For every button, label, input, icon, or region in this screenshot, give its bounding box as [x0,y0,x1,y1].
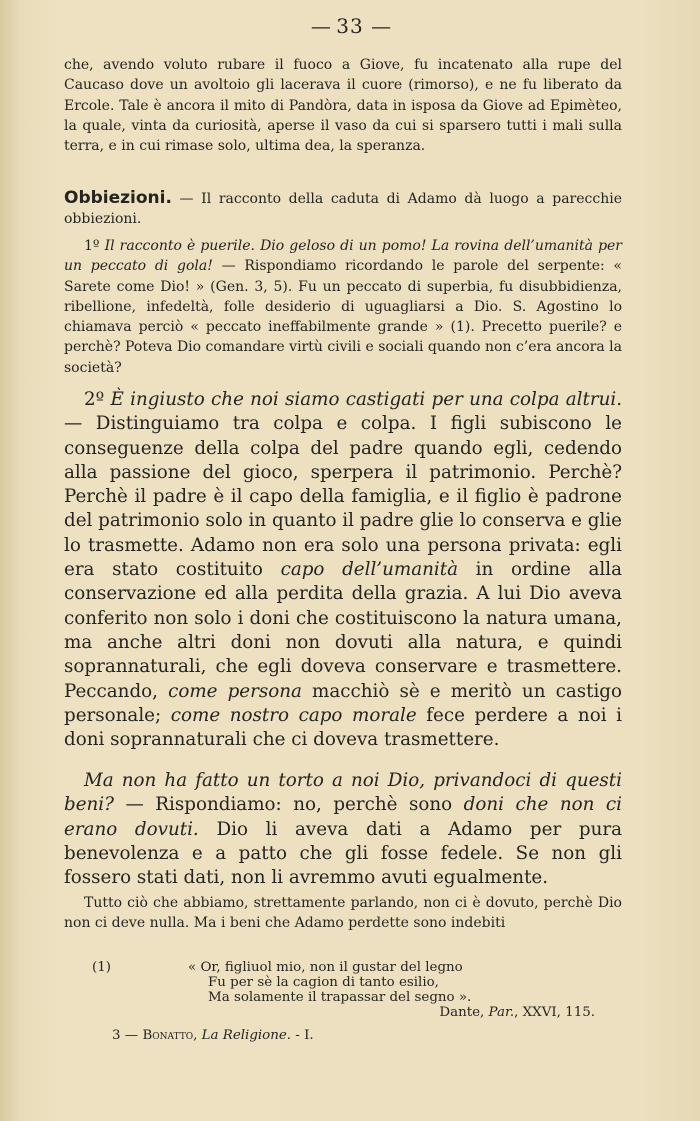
footnote-verse: « Or, figliuol mio, non il gustar del legno [188,960,463,975]
footnote-source-ref: , XXVI, 115. [514,1005,595,1020]
objection-3-text: Dio li aveva dati a Adamo per pura benevolenza e a patto che gli fosse fedele. Se non gli fossero stati dati, non li avremmo avuti egualmente. [64,818,622,889]
objection-2-emphasis: capo dell’umanità [280,559,458,581]
objection-1-answer: — Rispondiamo ricordando le parole del serpente: « Sarete come Dio! » (Gen. 3, 5). Fu un peccato di superbia, fu disubbidienza, ribellione, infedeltà, folle desiderio di uguagliarsi a Dio. S. Agostino lo chiamava perciò « peccato ineffabilmente grande » (1). Precetto puerile? e perchè? Poteva Dio comandare virtù civili e sociali quando non c’era ancora la società? [64,258,622,376]
footnote-mark: (1) [92,960,111,975]
objection-2-text: macchiò sè e meritò un castigo personale; [64,680,623,726]
objection-2-text: fece perdere a noi i doni soprannaturali che ci doveva trasmettere. [64,704,622,751]
objection-2-emphasis: come nostro capo morale [170,704,417,726]
objections-intro [64,188,622,230]
footnote-source [439,1005,595,1020]
signature-title: La Religione. [201,1028,292,1043]
objection-3 [64,769,622,890]
objection-2-number: 2º [84,389,105,410]
objections-heading: Obbiezioni. [64,188,172,208]
objection-2-question: È ingiusto che noi siamo castigati per una colpa altrui. [110,389,622,410]
signature-volume: - I. [291,1028,314,1043]
footnote-verse: Ma solamente il trapassar del segno ». [208,990,472,1005]
paragraph-myths [64,55,622,156]
footnote-source-work: Par. [488,1005,515,1020]
objection-3-question: Ma non ha fatto un torto a noi Dio, privandoci di questi beni? [64,770,622,816]
footnote-verse: Fu per sè la cagion di tanto esilio, [208,975,439,990]
paragraph-conclusion [64,893,622,934]
objection-3-emphasis: doni che non ci erano dovuti. [64,794,622,840]
printer-signature [112,1028,314,1043]
paragraph-text: Tutto ciò che abbiamo, strettamente parlando, non ci è dovuto, perchè Dio non ci deve nulla. Ma i beni che Adamo perdette sono indebiti [64,895,622,932]
objection-1-question: Il racconto è puerile. Dio geloso di un pomo! La rovina dell’umanità per un peccato di gola! [64,238,623,275]
signature-number: 3 — [112,1028,143,1043]
paragraph-text: che, avendo voluto rubare il fuoco a Giove, fu incatenato alla rupe del Caucaso dove un avoltoio gli lacerava il cuore (rimorso), e ne fu liberato da Ercole. Tale è ancora il mito di Pandòra, data in isposa da Giove ad Epimèteo, la quale, vinta da curiosità, aperse il vaso da cui si sparsero tutti i mali sulla terra, e in cui rimase solo, ultima dea, la speranza. [64,57,622,155]
page-number: — 33 — [310,14,393,38]
objection-2-text: — Distinguiamo tra colpa e colpa. I figli subiscono le conseguenze della colpa del padre quando egli, cedendo alla passione del gioco, sperpera il patrimonio. Perchè? Perchè il padre è il capo della famiglia, e il figlio è padrone del patrimonio solo in quanto il padre glie lo conserva e glie lo trasmette. Adamo non era solo una persona privata: egli era stato costituito [64,413,622,581]
objection-1 [64,236,622,378]
signature-author: Bonatto, [142,1028,202,1043]
page-number-value: 33 [336,14,364,38]
footnote-source-author: Dante, [439,1005,489,1020]
objection-2-emphasis: come persona [168,680,302,702]
objection-2 [64,388,622,752]
objection-1-number: 1º [84,238,100,254]
objection-3-text: — Rispondiamo: no, perchè sono [113,794,464,816]
objections-intro-text: — Il racconto della caduta di Adamo dà luogo a parecchie obbiezioni. [64,191,622,228]
objection-2-text: in ordine alla conservazione ed alla perdita della grazia. A lui Dio aveva conferito non solo i doni che costituiscono la natura umana, ma anche altri doni non dovuti alla natura, e quindi soprannaturali, che egli doveva conservare e trasmettere. Peccando, [64,559,622,702]
